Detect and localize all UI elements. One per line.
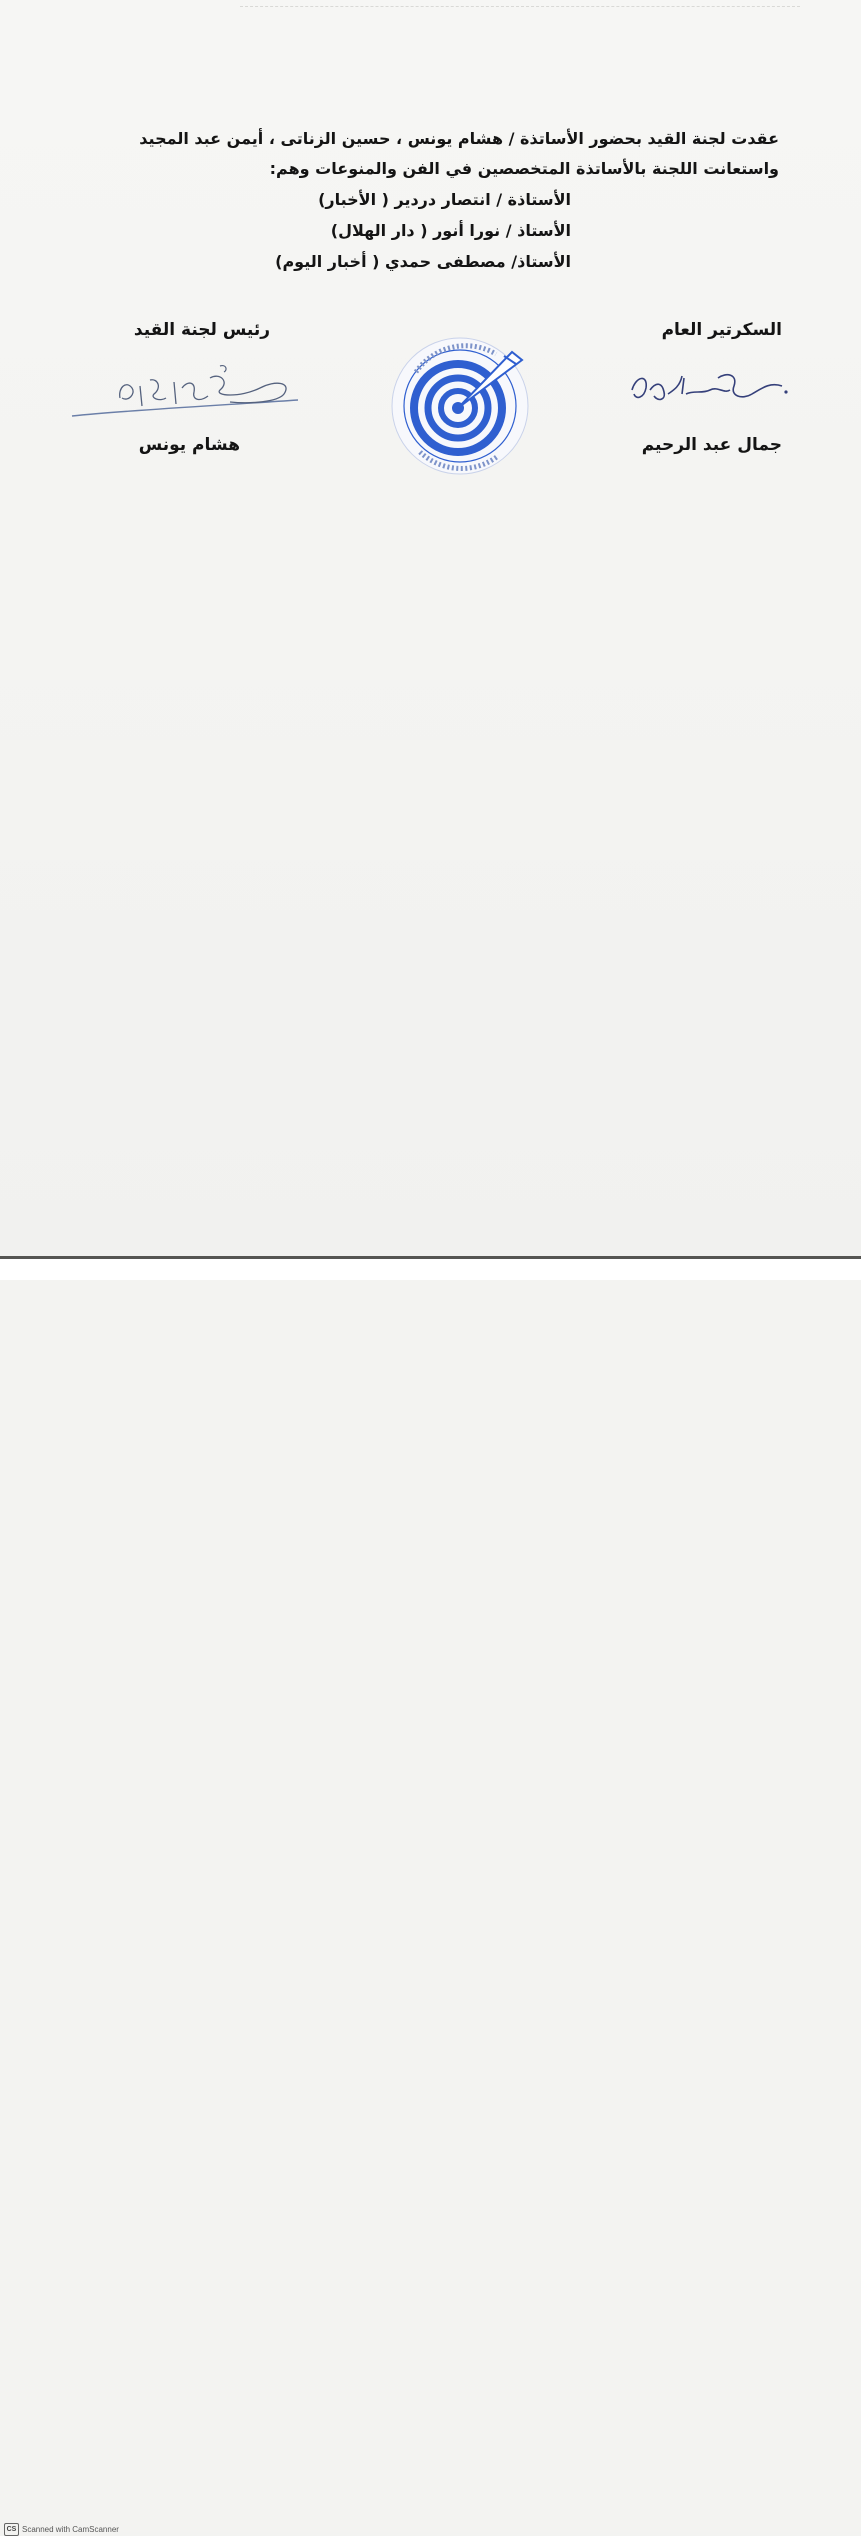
member-item: الأستاذة / انتصار دردير ( الأخبار) <box>318 190 571 209</box>
scanner-watermark <box>4 2522 119 2536</box>
document-paragraph <box>59 124 779 184</box>
scanner-footer <box>0 1259 861 2534</box>
signature-role: رئيس لجنة القيد <box>133 320 270 340</box>
journalists-syndicate-seal-icon <box>386 330 536 480</box>
scanner-text: Scanned with CamScanner <box>22 2524 119 2534</box>
member-item: الأستاذ/ مصطفى حمدي ( أخبار اليوم) <box>275 252 571 271</box>
camscanner-logo-icon: CS <box>4 2523 19 2536</box>
document-page <box>0 0 861 1262</box>
signature-role: السكرتير العام <box>661 320 782 340</box>
handwritten-signature-icon <box>622 360 792 420</box>
signature-name: هشام يونس <box>138 435 240 455</box>
signature-block-committee-head <box>70 320 300 455</box>
signature-block-secretary-general <box>612 320 782 455</box>
handwritten-signature-icon <box>70 358 300 428</box>
signature-name: جمال عبد الرحيم <box>641 435 782 455</box>
member-item: الأستاذ / نورا أنور ( دار الهلال) <box>330 221 571 240</box>
paragraph-line: واستعانت اللجنة بالأساتذة المتخصصين في الفن والمنوعات وهم: <box>269 159 779 178</box>
top-edge-divider <box>240 0 800 7</box>
member-list <box>275 184 571 277</box>
paragraph-line: عقدت لجنة القيد بحضور الأساتذة / هشام يونس ، حسين الزناتى ، أيمن عبد المجيد <box>139 129 779 148</box>
